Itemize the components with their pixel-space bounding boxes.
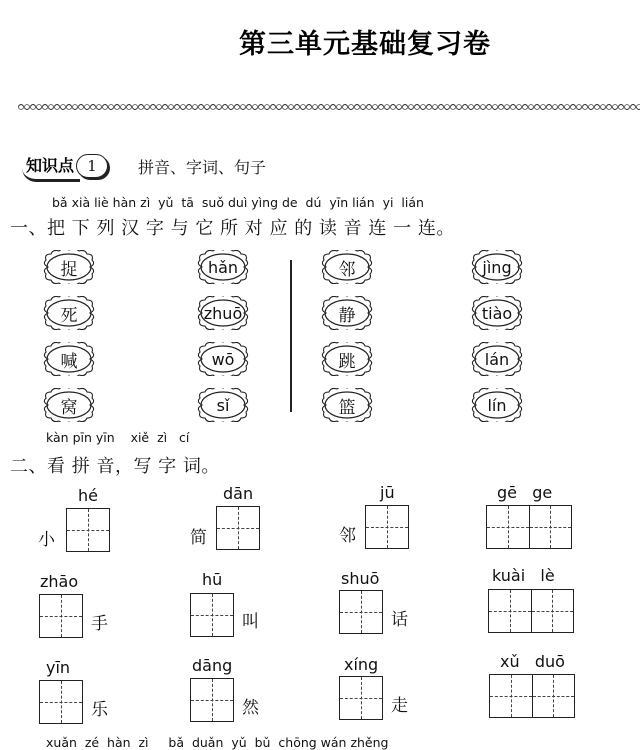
knowledge-point-label: 知识点 [22,151,80,182]
item-pinyin: yīn [46,658,71,677]
knowledge-point-number: 1 [76,154,108,178]
item-char: 话 [391,610,408,630]
wavy-divider [18,102,640,112]
writing-box-double[interactable] [489,674,575,718]
writing-box[interactable] [66,508,110,552]
writing-box[interactable] [39,594,83,638]
item-char: 然 [242,698,259,718]
section2-question: 二、看 拼 音，写 字 词。 [10,456,220,477]
writing-box[interactable] [190,678,234,722]
section1-question: 一、把 下 列 汉 字 与 它 所 对 应 的 读 音 连 一 连。 [10,218,455,239]
item-pinyin: hé [78,486,98,505]
char-oval-lin[interactable]: 邻 [318,250,376,284]
item-pinyin: xǔ duō [500,652,565,671]
item-pinyin: kuài lè [492,566,555,585]
item-pinyin: hū [202,570,223,589]
char-oval-zhuo[interactable]: 捉 [40,250,98,284]
item-pinyin: dān [223,484,254,503]
writing-box[interactable] [190,593,234,637]
pinyin-oval-zhuo[interactable]: zhuō [194,296,252,330]
pinyin-oval-si[interactable]: sǐ [194,388,252,422]
item-pinyin: zhāo [40,572,79,591]
char-oval-si[interactable]: 死 [40,296,98,330]
item-char: 邻 [339,526,356,546]
pinyin-oval-jing[interactable]: jìng [468,250,526,284]
pinyin-oval-lin[interactable]: lín [468,388,526,422]
group-divider [290,260,292,412]
item-char: 手 [91,614,108,634]
writing-box[interactable] [365,505,409,549]
item-char: 走 [391,696,408,716]
pinyin-oval-lan[interactable]: lán [468,342,526,376]
knowledge-point-topic: 拼音、字词、句子 [138,158,267,177]
section1-pinyin: bǎ xià liè hàn zì yǔ tā suǒ duì yìng de dú yīn lián yi lián [52,195,424,210]
writing-box-double[interactable] [486,505,572,549]
section3-pinyin: xuǎn zé hàn zì bǎ duǎn yǔ bǔ chōng wán zhěng [46,735,389,750]
item-char: 乐 [91,700,108,720]
writing-box[interactable] [39,680,83,724]
item-char: 小 [38,530,55,550]
pinyin-oval-tiao[interactable]: tiào [468,296,526,330]
item-pinyin: jū [380,483,395,502]
page-title: 第三单元基础复习卷 [239,29,491,60]
item-pinyin: xíng [344,655,379,674]
char-oval-lan[interactable]: 篮 [318,388,376,422]
item-char: 简 [190,528,207,548]
char-oval-tiao[interactable]: 跳 [318,342,376,376]
writing-box[interactable] [339,676,383,720]
char-oval-han[interactable]: 喊 [40,342,98,376]
writing-box-double[interactable] [488,589,574,633]
item-char: 叫 [242,612,259,632]
pinyin-oval-wo[interactable]: wō [194,342,252,376]
char-oval-wo[interactable]: 窝 [40,388,98,422]
item-pinyin: dāng [192,656,233,675]
pinyin-oval-han[interactable]: hǎn [194,250,252,284]
char-oval-jing[interactable]: 静 [318,296,376,330]
section2-pinyin: kàn pīn yīn xiě zì cí [46,430,190,445]
writing-box[interactable] [339,590,383,634]
item-pinyin: shuō [341,569,380,588]
knowledge-point-badge [22,152,108,180]
writing-box[interactable] [216,506,260,550]
item-pinyin: gē ge [497,483,553,502]
